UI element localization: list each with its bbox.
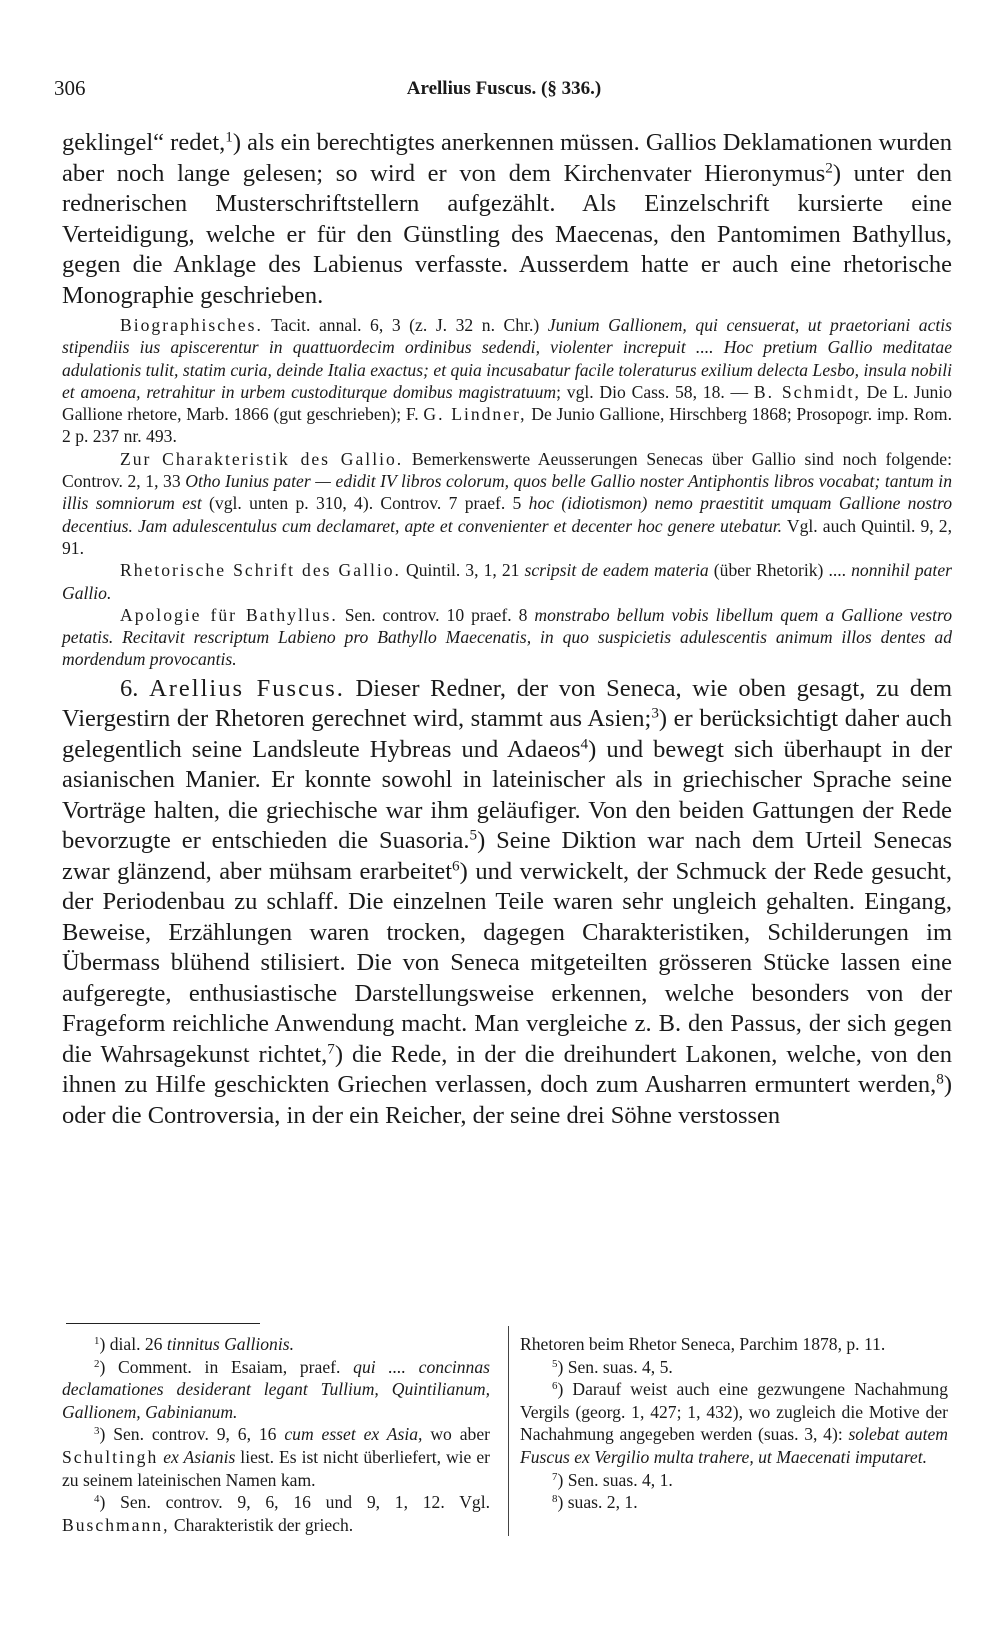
- latin-quote: nonnihil pater Gallio.: [62, 560, 952, 603]
- footnote-mark: 4: [94, 1493, 100, 1506]
- text-run: ) Sen. controv. 9, 6, 16: [99, 1424, 285, 1445]
- footnote-2: [62, 1356, 490, 1424]
- text-run: ) dial. 26: [99, 1334, 167, 1354]
- footnote-ref: 6: [452, 857, 460, 875]
- text-run: wo aber: [422, 1424, 490, 1445]
- section-arellius-fuscus: [62, 674, 952, 1132]
- text-run: ) Sen. suas. 4, 1.: [557, 1469, 673, 1490]
- text-run: ) unter den rednerischen Musterschriftstellern aufgezählt. Als Einzelschrift kursierte eine Verteidigung, welche er für den Günstling des Maecenas, den Pantomimen Bathyllus, gegen die Anklage des Labienus verfasste. Ausserdem hatte er auch eine rhetorische Monographie geschrieben.: [62, 159, 952, 309]
- text-run: (vgl. unten p. 310, 4). Controv. 7 praef. 5: [201, 493, 529, 514]
- latin-quote: tinnitus Gallionis.: [166, 1334, 294, 1354]
- footnotes-left-column: [62, 1333, 490, 1536]
- footnote-ref: 4: [580, 735, 589, 753]
- text-run: ) und bewegt sich überhaupt in der asianischen Manier. Er konnte sowohl in lateinischer als in griechischer Sprache seine Vorträge halten, die griechische war ihm geläufiger. Von den beiden Gattungen der Rede bevorzugte er entschieden die Suasoria.: [62, 735, 952, 855]
- footnote-mark: 5: [552, 1357, 558, 1370]
- footnote-ref: 2: [825, 159, 833, 177]
- text-run: ) als ein berechtigtes anerkennen müssen. Gallios Deklamationen wurden aber noch lange gelesen; so wird er von dem Kirchenvater Hieronymus: [62, 129, 952, 187]
- author-name: Buschmann,: [62, 1514, 170, 1535]
- text-run: (über Rhetorik) ....: [708, 560, 852, 581]
- footnote-mark: 2: [94, 1357, 100, 1370]
- text-run: ) Sen. controv. 9, 6, 16 und 9, 1, 12. Vgl.: [99, 1492, 490, 1513]
- note-apologie: [62, 604, 952, 671]
- latin-quote: cum esset ex Asia,: [284, 1424, 423, 1445]
- text-run: ) Seine Diktion war nach dem Urteil Senecas zwar glänzend, aber mühsam erarbeitet: [62, 827, 952, 885]
- latin-quote: scripsit de eadem materia: [524, 560, 709, 581]
- footnote-1: [62, 1333, 490, 1356]
- latin-quote: ex Asianis: [163, 1446, 236, 1467]
- running-title: Arellius Fuscus. (§ 336.): [406, 78, 602, 99]
- text-run: Tacit. annal. 6, 3 (z. J. 32 n. Chr.): [262, 315, 548, 335]
- footnote-column-divider: [508, 1326, 509, 1536]
- text-run: Bemerkenswerte Aeusserungen Senecas über Gallio sind noch folgende: Controv. 2, 1, 33: [62, 448, 952, 492]
- paragraph-gallio-works: [62, 128, 952, 311]
- footnotes-right-column: [520, 1333, 948, 1514]
- footnote-rule: [66, 1323, 260, 1324]
- section-title: Arellius Fuscus.: [149, 674, 345, 702]
- text-run: liest. Es ist nicht überliefert, wie er zu seinem lateinischen Namen kam.: [62, 1446, 490, 1490]
- footnote-mark: 7: [552, 1470, 558, 1483]
- latin-quote: qui .... concinnas declamationes desiderant legant Tullium, Quintilianum, Gallionem, Gabinianum.: [62, 1356, 491, 1422]
- text-run: ) er berücksichtigt daher auch gelegentlich seine Landsleute Hybreas und Adaeos: [62, 705, 952, 763]
- author-name: B. Schmidt,: [753, 381, 861, 402]
- text-run: De Junio Gallione, Hirschberg 1868; Prosopogr. imp. Rom. 2 p. 237 nr. 493.: [62, 404, 952, 447]
- latin-quote: hoc (idiotismon) nemo praestitit umquam Gallione nostro decentius. Jam adulescentulus cum declamaret, apte et convenienter et decenter hoc genere utebatur.: [62, 493, 953, 536]
- text-run: geklingel“ redet,: [62, 129, 226, 156]
- footnote-mark: 1: [94, 1335, 100, 1347]
- author-name: Schultingh: [62, 1446, 159, 1467]
- note-label: Zur Charakteristik des Gallio.: [120, 448, 404, 469]
- latin-quote: Junium Gallionem, qui censuerat, ut praetoriani actis stipendiis ius apiscerentur in quattuordecim ordinibus sedendi, violenter increpuit .... Hoc pretium Gallio meditatae adulationis tulit, statim curia, deinde Italia exactus; et quia incusabatur facile toleraturus exilium delecta Lesbo, insula nobili et amoena, retrahitur in urbem custoditurque domibus magistratuum: [62, 315, 953, 402]
- page-header: [54, 76, 954, 106]
- footnote-mark: 3: [94, 1425, 100, 1438]
- footnote-ref: 3: [651, 704, 659, 722]
- main-text: [62, 128, 952, 1131]
- text-run: Quintil. 3, 1, 21: [400, 560, 525, 581]
- text-run: Sen. controv. 10 praef. 8: [337, 604, 535, 625]
- footnote-5: [520, 1356, 948, 1379]
- note-label: Rhetorische Schrift des Gallio.: [120, 560, 401, 581]
- note-biographisches: [62, 314, 952, 448]
- text-run: ) suas. 2, 1.: [557, 1492, 638, 1513]
- text-run: ) und verwickelt, der Schmuck der Rede gesucht, der Periodenbau zu schlaff. Die einzelnen Teile waren sehr ungleich gehalten. Eingang, Beweise, Erzählungen waren trocken, dagegen Charakteristiken, Schilderungen im Übermass blühend stilisiert. Die von Seneca mitgeteilten grösseren Stücke lassen eine aufgeregte, enthusiastische Darstellungsweise erkennen, welche besonders von der Frageform reichliche Anwendung macht. Man vergleiche z. B. den Passus, der sich gegen die Wahrsagekunst richtet,: [62, 857, 952, 1068]
- text-run: De L. Junio Gallione rhetore, Marb. 1866 (gut geschrieben); F.: [62, 381, 953, 425]
- page-number: 306: [54, 76, 86, 100]
- author-name: G. Lindner,: [423, 404, 527, 425]
- text-run: ) die Rede, in der die dreihundert Lakonen, welche, von den ihnen zu Hilfe geschickten Griechen verlassen, doch zum Ausharren ermuntert werden,: [62, 1040, 952, 1099]
- note-label: Biographisches.: [120, 315, 263, 335]
- footnote-3: [62, 1423, 490, 1491]
- text-run: Dieser Redner, der von Seneca, wie oben gesagt, zu dem Viergestirn der Rhetoren gerechnet wird, stammt aus Asien;: [62, 674, 953, 733]
- footnote-4: [62, 1491, 490, 1536]
- footnote-8: [520, 1491, 948, 1514]
- footnote-mark: 6: [552, 1380, 558, 1393]
- footnote-7: [520, 1469, 948, 1492]
- section-number: 6.: [120, 674, 150, 702]
- text-run: Vgl. auch Quintil. 9, 2, 91.: [62, 515, 952, 558]
- footnote-ref: 5: [469, 826, 478, 844]
- footnote-ref: 8: [936, 1070, 944, 1088]
- text-run: ) Darauf weist auch eine gezwungene Nachahmung Vergils (georg. 1, 427; 1, 432), wo zugleich die Motive der Nachahmung angegeben werden (suas. 3, 4):: [520, 1379, 948, 1445]
- footnote-mark: 8: [552, 1493, 558, 1506]
- latin-quote: monstrabo bellum vobis libellum quem a Gallione vestro petatis. Recitavit rescriptum Labieno pro Bathyllo Maecenatis, in quo suspicietis adulescentis animum illos dentes ad mordendum provocantis.: [62, 604, 952, 670]
- footnote-6: [520, 1378, 948, 1468]
- latin-quote: solebat autem Fuscus ex Vergilio multa trahere, ut Maecenati imputaret.: [520, 1424, 948, 1467]
- latin-quote: Otho Iunius pater — edidit IV libros colorum, quos belle Gallio noster Antiphontis libros vocabat; tantum in illis somniorum est: [62, 471, 952, 514]
- note-rhetorische-schrift: [62, 559, 952, 604]
- text-run: ) Comment. in Esaiam, praef.: [99, 1356, 354, 1377]
- text-run: ) oder die Controversia, in der ein Reicher, der seine drei Söhne verstossen: [62, 1071, 952, 1129]
- text-run: ) Sen. suas. 4, 5.: [557, 1356, 673, 1377]
- footnote-ref: 7: [327, 1040, 335, 1058]
- footnote-4-continuation: Rhetoren beim Rhetor Seneca, Parchim 1878, p. 11.: [520, 1334, 886, 1354]
- text-run: Charakteristik der griech.: [169, 1514, 354, 1535]
- note-charakteristik: [62, 448, 952, 559]
- note-label: Apologie für Bathyllus.: [120, 604, 338, 625]
- text-run: ; vgl. Dio Cass. 58, 18. —: [556, 381, 754, 402]
- footnote-ref: 1: [225, 128, 233, 146]
